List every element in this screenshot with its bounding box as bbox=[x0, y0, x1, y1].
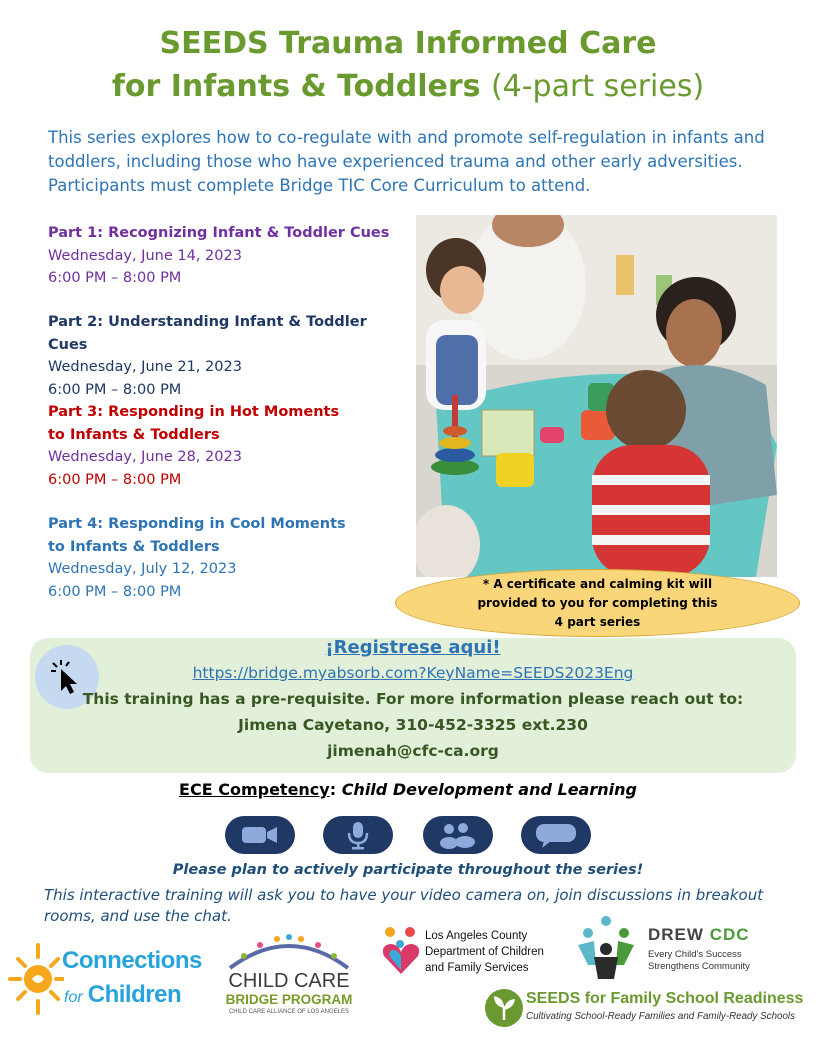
prereq-text: This training has a pre-requisite. For more information please reach out to: bbox=[82, 690, 744, 708]
people-icon bbox=[423, 816, 493, 854]
part-2-date: Wednesday, June 21, 2023 bbox=[48, 359, 242, 375]
part-1-heading: Part 1: Recognizing Infant & Toddler Cues bbox=[48, 225, 390, 241]
title-line-2 bbox=[0, 68, 816, 106]
sun-icon bbox=[8, 939, 64, 1017]
part-3-time: 6:00 PM – 8:00 PM bbox=[48, 471, 182, 488]
register-link[interactable]: https://bridge.myabsorb.com?KeyName=SEEDS2023Eng bbox=[192, 664, 634, 682]
la-county-dcfs-logo: Los Angeles County Department of Children and Family Services bbox=[380, 922, 560, 982]
contact-text: Jimena Cayetano, 310-452-3325 ext.230 bbox=[238, 716, 588, 734]
certificate-note bbox=[395, 569, 800, 637]
chat-icon bbox=[521, 816, 591, 854]
part-4 bbox=[48, 513, 408, 603]
contact-email[interactable]: jimenah@cfc-ca.org bbox=[327, 742, 499, 760]
classroom-photo bbox=[416, 215, 777, 577]
seeds-family-school-readiness-logo: SEEDS for Family School Readiness Cultivating School-Ready Families and Family-Ready Schools bbox=[484, 987, 802, 1031]
interactive-statement: This interactive training will ask you to have your video camera on, join discussions in breakout rooms, and use the chat. bbox=[44, 886, 764, 925]
intro-paragraph: This series explores how to co-regulate with and promote self-regulation in infants and toddlers, including those who have experienced trauma and other early adversities. Participants must complete Bridge TIC Core Curriculum to attend. bbox=[48, 128, 765, 195]
bridge-arc-icon bbox=[222, 930, 356, 970]
part-4-heading-l1: Part 4: Responding in Cool Moments bbox=[48, 516, 346, 532]
part-3-date: Wednesday, June 28, 2023 bbox=[48, 449, 242, 465]
title-bold: for Infants & Toddlers bbox=[111, 69, 481, 104]
drew-cdc-logo: DREW CDC Every Child's Success Strengthens Community bbox=[574, 915, 774, 985]
plan-statement: Please plan to actively participate throughout the series! bbox=[172, 862, 644, 878]
ece-label: ECE Competency bbox=[179, 780, 330, 799]
title-light: (4-part series) bbox=[490, 69, 705, 104]
title-line-1: SEEDS Trauma Informed Care bbox=[159, 26, 657, 61]
classroom-photo-illustration bbox=[416, 215, 777, 577]
part-3 bbox=[48, 401, 408, 491]
part-3-heading-l1: Part 3: Responding in Hot Moments bbox=[48, 404, 340, 420]
part-2-time: 6:00 PM – 8:00 PM bbox=[48, 381, 182, 398]
part-4-heading-l2: to Infants & Toddlers bbox=[48, 538, 220, 555]
ece-value: Child Development and Learning bbox=[341, 780, 637, 799]
register-heading[interactable]: ¡Registrese aqui! bbox=[325, 637, 501, 658]
part-1-time: 6:00 PM – 8:00 PM bbox=[48, 270, 182, 286]
video-camera-icon bbox=[225, 816, 295, 854]
part-2 bbox=[48, 311, 408, 401]
part-2-heading: Part 2: Understanding Infant & Toddler Cues bbox=[48, 314, 367, 353]
child-care-bridge-program-logo: CHILD CARE BRIDGE PROGRAM CHILD CARE ALLIANCE OF LOS ANGELES bbox=[222, 930, 356, 1022]
connections-for-children-logo: Connections for Children bbox=[8, 937, 186, 1019]
seeds-leaf-icon bbox=[484, 988, 524, 1028]
part-1 bbox=[48, 222, 408, 290]
part-1-date: Wednesday, June 14, 2023 bbox=[48, 247, 242, 264]
part-4-time: 6:00 PM – 8:00 PM bbox=[48, 583, 182, 600]
part-4-date: Wednesday, July 12, 2023 bbox=[48, 561, 237, 577]
part-3-heading-l2: to Infants & Toddlers bbox=[48, 426, 220, 443]
microphone-icon bbox=[323, 816, 393, 854]
drew-figures-icon bbox=[574, 915, 638, 981]
ece-competency: ECE Competency: Child Development and Learning bbox=[179, 780, 637, 799]
family-heart-icon bbox=[380, 924, 422, 978]
certificate-note-text: * A certificate and calming kit will provided to you for completing this 4 part series bbox=[477, 576, 718, 629]
